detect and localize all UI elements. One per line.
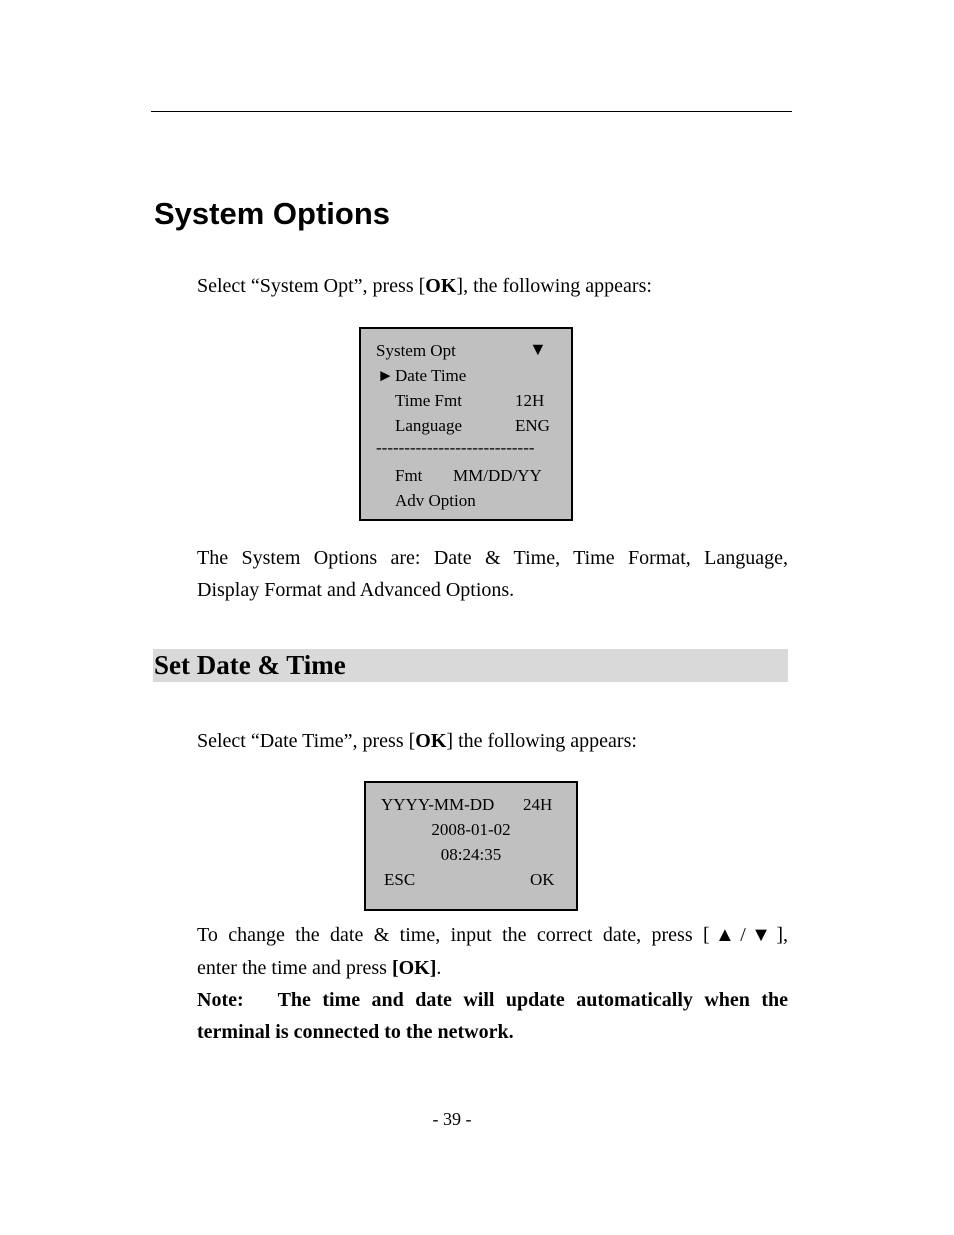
menu-item-language: Language (395, 416, 463, 435)
note-line-2: terminal is connected to the network. (197, 1021, 514, 1043)
header-rule (151, 111, 792, 112)
clock-mode-label: 24H (523, 795, 553, 814)
menu-value-time-fmt: 12H (515, 391, 545, 410)
summary-line-1: The System Options are: Date & Time, Time Format, Language, (197, 547, 788, 569)
date-value: 2008-01-02 (431, 820, 511, 839)
ok-key-label: OK (425, 275, 457, 297)
intro-paragraph (197, 270, 788, 302)
date-intro-pre: Select “Date Time”, press [ (197, 730, 416, 752)
menu-value-language: ENG (515, 416, 550, 435)
screen-title: System Opt (376, 341, 456, 360)
scroll-down-icon: ▼ (529, 339, 547, 359)
date-format-label: YYYY-MM-DD (381, 795, 495, 814)
intro-text-post: ], the following appears: (456, 275, 652, 297)
date-time-screen (364, 781, 578, 911)
intro-text-pre: Select “System Opt”, press [ (197, 275, 426, 297)
menu-item-fmt: Fmt (395, 466, 423, 485)
instruction-line-2 (197, 952, 788, 984)
menu-item-adv-option: Adv Option (395, 491, 476, 510)
date-intro-post: ] the following appears: (446, 730, 637, 752)
cursor-arrow-icon: ► (377, 366, 394, 385)
menu-item-date-time: Date Time (395, 366, 467, 385)
esc-softkey: ESC (384, 870, 416, 889)
system-options-screen (359, 327, 573, 521)
ok-key-label-2: OK (415, 730, 447, 752)
summary-line-2: Display Format and Advanced Options. (197, 579, 515, 601)
ok-key-label-3: [OK] (391, 957, 437, 979)
instruction-post: . (436, 957, 442, 979)
page-number: - 39 - (432, 1109, 472, 1129)
date-time-intro (197, 725, 788, 757)
page-title: System Options (154, 196, 390, 231)
ok-softkey: OK (530, 870, 555, 889)
time-value: 08:24:35 (440, 845, 502, 864)
screen-divider: ---------------------------- (376, 438, 535, 457)
note-line-1: Note: The time and date will update automatically when the (197, 989, 788, 1011)
instruction-pre: enter the time and press (197, 957, 392, 979)
menu-item-time-fmt: Time Fmt (395, 391, 462, 410)
subsection-title: Set Date & Time (154, 650, 346, 680)
instruction-line-1: To change the date & time, input the correct date, press [▲/▼], (197, 924, 788, 946)
menu-value-fmt: MM/DD/YY (453, 466, 542, 485)
